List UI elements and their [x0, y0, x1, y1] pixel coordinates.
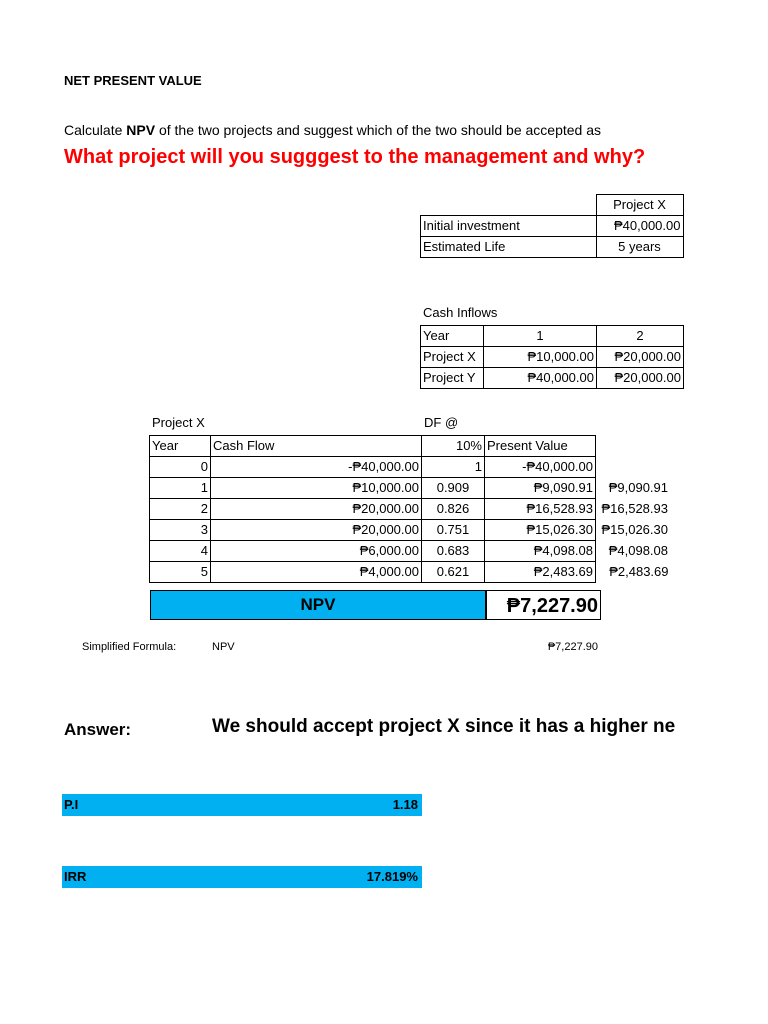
cash-inflows-title: Cash Inflows — [423, 305, 498, 320]
table-row — [150, 541, 671, 562]
cash-inflows-cell: ₱10,000.00 — [484, 347, 597, 368]
pv-cell: ₱2,483.69 — [485, 562, 596, 583]
estimated-life-label: Estimated Life — [421, 237, 597, 258]
year-cell: 1 — [150, 478, 211, 499]
pv-cell: ₱16,528.93 — [485, 499, 596, 520]
year-cell: 4 — [150, 541, 211, 562]
npv-project-label: Project X — [152, 415, 205, 430]
answer-text: We should accept project X since it has a higher ne — [212, 716, 676, 737]
pv-copy-cell: ₱15,026.30 — [601, 522, 668, 537]
pv-cell: ₱9,090.91 — [485, 478, 596, 499]
table-row — [150, 499, 671, 520]
df-cell: 0.683 — [422, 541, 485, 562]
table-row — [150, 478, 671, 499]
question-text: What project will you sugggest to the management and why? — [64, 146, 646, 168]
pv-copy-cell: ₱9,090.91 — [608, 480, 668, 495]
irr-label: IRR — [64, 869, 87, 884]
instruction-part-2: of the two projects and suggest which of the two should be accepted as — [155, 122, 602, 138]
cash-inflows-cell: ₱40,000.00 — [484, 368, 597, 389]
pv-cell: ₱15,026.30 — [485, 520, 596, 541]
year-cell: 5 — [150, 562, 211, 583]
empty-cell — [421, 195, 597, 216]
table-row — [150, 457, 671, 478]
pv-copy-cell — [596, 457, 671, 478]
year-cell: 0 — [150, 457, 211, 478]
simplified-formula-label: Simplified Formula: — [82, 641, 177, 653]
table-row — [150, 562, 671, 583]
df-cell: 0.621 — [422, 562, 485, 583]
pv-copy-cell: ₱16,528.93 — [601, 501, 668, 516]
initial-investment-value: ₱40,000.00 — [596, 216, 683, 237]
cash-inflows-row-label: Project X — [421, 347, 484, 368]
irr-value: 17.819% — [366, 869, 418, 884]
cash-flow-cell: ₱20,000.00 — [211, 520, 422, 541]
npv-header-pv: Present Value — [485, 436, 596, 457]
cash-inflows-cell: ₱20,000.00 — [597, 368, 684, 389]
df-cell: 1 — [422, 457, 485, 478]
project-info-table — [420, 194, 684, 258]
npv-calc-table — [149, 435, 671, 583]
instruction-text — [64, 122, 601, 138]
cash-inflows-cell: ₱20,000.00 — [597, 347, 684, 368]
year-cell: 3 — [150, 520, 211, 541]
npv-header-rate: 10% — [422, 436, 485, 457]
estimated-life-value: 5 years — [596, 237, 683, 258]
cash-inflows-header-1: 1 — [484, 326, 597, 347]
cash-flow-cell: ₱20,000.00 — [211, 499, 422, 520]
npv-total-value: ₱7,227.90 — [486, 590, 601, 620]
npv-header-year: Year — [150, 436, 211, 457]
npv-total-label: NPV — [300, 595, 336, 614]
year-cell: 2 — [150, 499, 211, 520]
npv-extra-header — [596, 436, 671, 457]
initial-investment-label: Initial investment — [421, 216, 597, 237]
npv-header-cash-flow: Cash Flow — [211, 436, 422, 457]
pi-label: P.I — [64, 797, 79, 812]
cash-inflows-header-2: 2 — [597, 326, 684, 347]
simplified-formula-value: ₱7,227.90 — [547, 641, 598, 653]
cash-flow-cell: ₱6,000.00 — [211, 541, 422, 562]
pv-cell: ₱4,098.08 — [485, 541, 596, 562]
pi-value: 1.18 — [392, 797, 418, 812]
df-cell: 0.909 — [422, 478, 485, 499]
cash-flow-cell: -₱40,000.00 — [211, 457, 422, 478]
df-label: DF @ — [424, 415, 459, 430]
instruction-part-1: Calculate — [64, 122, 127, 138]
instruction-npv: NPV — [126, 122, 156, 138]
cash-inflows-header-year: Year — [421, 326, 484, 347]
answer-label: Answer: — [64, 720, 132, 739]
page-title: NET PRESENT VALUE — [64, 73, 202, 88]
cash-inflows-row-label: Project Y — [421, 368, 484, 389]
project-header: Project X — [596, 195, 683, 216]
pv-copy-cell: ₱2,483.69 — [609, 564, 669, 579]
df-cell: 0.751 — [422, 520, 485, 541]
table-row — [150, 520, 671, 541]
simplified-formula-func: NPV — [212, 641, 235, 653]
df-cell: 0.826 — [422, 499, 485, 520]
pv-copy-cell: ₱4,098.08 — [608, 543, 668, 558]
cash-inflows-table — [420, 325, 684, 389]
cash-flow-cell: ₱10,000.00 — [211, 478, 422, 499]
cash-flow-cell: ₱4,000.00 — [211, 562, 422, 583]
pv-cell: -₱40,000.00 — [485, 457, 596, 478]
